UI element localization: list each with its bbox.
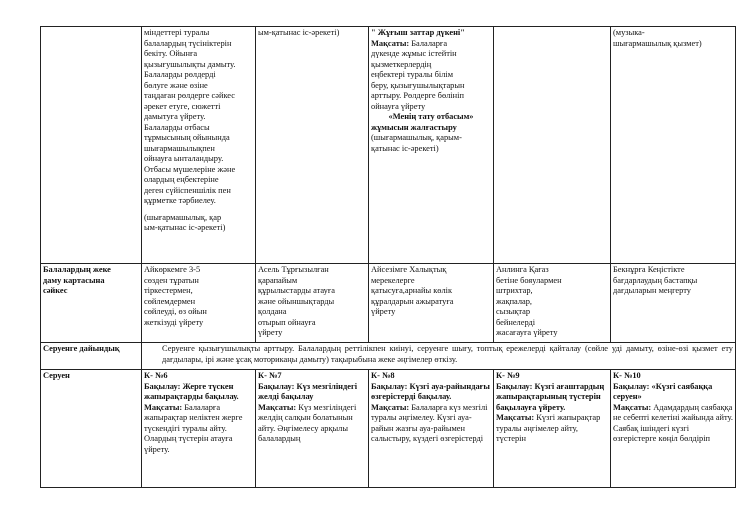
text-line: таңдаған рөлдерге сәйкес	[144, 91, 235, 100]
activity-5-text	[613, 28, 733, 49]
text-line: қатынас іс-әрекеті)	[371, 143, 439, 153]
text-line: қызығушылықты дамыту.	[144, 59, 236, 69]
text-line: ойнауға ынталандыру.	[144, 154, 224, 163]
text-line: үйрету	[258, 328, 283, 337]
lesson-plan-table	[40, 26, 736, 488]
text-line: сөйлеуді, өз ойын	[144, 307, 207, 316]
walk-card-1: К- №6 Бақылау: Жерге түскен жапырақтарды бақылау. Мақсаты: Балаларға жапырақтар неліктен жерге түскендігі туралы айту. Олардың түстерін атауға үйрету.	[142, 370, 256, 488]
activity-cell-4	[494, 27, 611, 264]
text-line: құрметке тәрбиелеу.	[144, 196, 216, 205]
walk-prep-text: Серуенге қызығушылықты арттыру. Балалардың реттілікпен киінуі, серуенге шығу, топтық ережелерді қайталау (сөйле уді дамыту, өзіне-өзі қызмет ету дағдылары, ірі және ұсақ моторикаңы дамыту) тақырыбына жеке әңгімелер өткізу.	[162, 344, 733, 364]
activity-1-footer	[144, 213, 253, 234]
text-line: Бекнұрға Кеңістікте	[613, 265, 685, 274]
text-line: қызметкерлердің	[371, 59, 432, 69]
text-line: құралдарын ажыратуға	[371, 296, 454, 306]
walk-card-3: К- №8 Бақылау: Күзгі ауа-райындағы өзгерістерді бақылау. Мақсаты: Балаларға күз мезгілі туралы әңгімелеу. Күзгі ауа-райын жазғы ауа-райымен салыстыру, күздегі өзгерістерді	[369, 370, 494, 488]
activity-3-footer	[371, 133, 491, 154]
text-line: даму картасына	[43, 275, 105, 285]
text-line: (шығармашылық, қарым-	[371, 133, 462, 142]
text-line: олардың еңбектеріне	[144, 175, 219, 184]
walk-prep-text-cell	[142, 343, 736, 370]
text-line: Балаларды отбасы	[144, 122, 210, 132]
text-line: Асель Тұрғызылған	[258, 265, 329, 274]
text-line: мерекелерге	[371, 275, 415, 285]
text-line: қатысуға,арнайы көлік	[371, 286, 453, 295]
activity-3-title: " Жұғыш заттар дүкені"	[371, 28, 465, 37]
text-line: бекіту. Ойынға	[144, 49, 198, 58]
text-line: Айкөркемге 3-5	[144, 265, 201, 274]
text-line: дүкенде жұмыс істейтін	[371, 49, 457, 58]
text-line: штрихтар,	[496, 286, 533, 295]
text-line: шығармашылықпен	[144, 143, 215, 153]
activity-2-text: ым-қатынас іс-әрекеті)	[258, 28, 340, 37]
row-label-walk-prep: Серуенге дайындық	[41, 343, 142, 370]
text-line: әрекет етуге, сюжетті	[144, 101, 221, 111]
activity-cell-5	[611, 27, 736, 264]
text-line: бағдарлаудың бастапқы	[613, 275, 698, 285]
row-label-cell-empty	[41, 27, 142, 264]
activity-1-text	[144, 28, 253, 207]
text-line: үйрету	[371, 307, 396, 316]
walk-card-2: К- №7 Бақылау: Күз мезгіліндегі желді бақылау Мақсаты: Күз мезгіліндегі желдің салқын болатынын айту. Әңгімелесу арқылы балалардың	[256, 370, 369, 488]
text-line: міндеттері туралы	[144, 28, 210, 37]
text-line: бейнелерді	[496, 317, 536, 327]
text-line: сызықтар	[496, 307, 531, 316]
text-line: беру, қызығушылықтарын	[371, 80, 465, 90]
text-line: балалардың түсініктерін	[144, 38, 232, 48]
activity-cell-1	[142, 27, 256, 264]
text-line: Айсезімге Халықтық	[371, 265, 447, 274]
walk-card-5: К- №10 Бақылау: «Күзгі саябаққа серуен» Мақсаты: Адамдардың саябаққа не себепті келетіні жайында айту. Саябақ ішіндегі күзгі өзгерістерге көңіл бөлдіріп	[611, 370, 736, 488]
card-cell-1	[142, 264, 256, 343]
card-cell-2	[256, 264, 369, 343]
card-cell-5	[611, 264, 736, 343]
row-label-development-card	[41, 264, 142, 343]
activity-cell-3	[369, 27, 494, 264]
text-line: қолдана	[258, 307, 287, 316]
text-line: жеткізуді үйрету	[144, 317, 204, 327]
activity-3-subtitle: «Менің тату отбасым»	[388, 112, 474, 121]
text-line: шығармашылық қызмет)	[613, 38, 702, 48]
text-line: сөзден тұратын	[144, 275, 199, 285]
card-cell-3	[369, 264, 494, 343]
table-row-development-card	[41, 264, 736, 343]
activity-3-goal: Мақсаты: Балаларға дүкенде жұмыс істейтін қызметкерлердің еңбектері туралы білім беру, қызығушылықтарын арттыру. Рөлдерге бөлініп ойнауға үйрету	[371, 38, 465, 111]
text-line: (шығармашылық, қар	[144, 212, 222, 222]
text-line: тұрмысының ойынында	[144, 133, 230, 142]
text-line: арттыру. Рөлдерге бөлініп	[371, 91, 464, 100]
activity-cell-2	[256, 27, 369, 264]
text-line: дағдыларын меңгерту	[613, 286, 691, 295]
walk-card-4: К- №9 Бақылау: Күзгі ағаштардың жапырақтарының түстерін бақылауға үйрету. Мақсаты: Күзгі жапырақтар туралы әңгімелер айту, түстерін	[494, 370, 611, 488]
text-line: тіркестермен,	[144, 286, 193, 295]
table-row-walk-prep	[41, 343, 736, 370]
text-line: еңбектері туралы білім	[371, 70, 454, 79]
text-line: (музыка-	[613, 28, 645, 37]
text-line: Анлинга Қағаз	[496, 265, 549, 274]
text-line: Балаларды рөлдерді	[144, 70, 216, 79]
table-row-activities	[41, 27, 736, 264]
text-line: және ойыншықтарды	[258, 296, 335, 306]
text-line: сәйкес	[43, 286, 68, 295]
activity-3-subtitle-2: жұмысын жалғастыру	[371, 122, 457, 132]
text-line: отырып ойнауға	[258, 317, 316, 327]
text-line: жасағауға үйрету	[496, 328, 558, 337]
text-line: ым-қатынас іс-әрекеті)	[144, 223, 226, 232]
text-line: Балалардың жеке	[43, 265, 111, 274]
text-line: Отбасы мүшелеріне және	[144, 164, 236, 174]
table-row-walk	[41, 370, 736, 488]
text-line: деген сүйіспеншілік пен	[144, 185, 231, 195]
text-line: бөлуге және өзіне	[144, 80, 208, 90]
text-line: Балаларға	[409, 38, 448, 48]
text-line: жақпалар,	[496, 296, 533, 306]
row-label-walk: Серуен	[41, 370, 142, 488]
text-line: дамытуға үйрету.	[144, 112, 206, 121]
text-line: ойнауға үйрету	[371, 101, 426, 111]
card-cell-4	[494, 264, 611, 343]
text-line: қарапайым	[258, 275, 298, 285]
text-line: сөйлемдермен	[144, 296, 196, 306]
text-line: құрылыстарды атауға	[258, 286, 336, 295]
text-line: бетіне бояулармен	[496, 275, 562, 285]
